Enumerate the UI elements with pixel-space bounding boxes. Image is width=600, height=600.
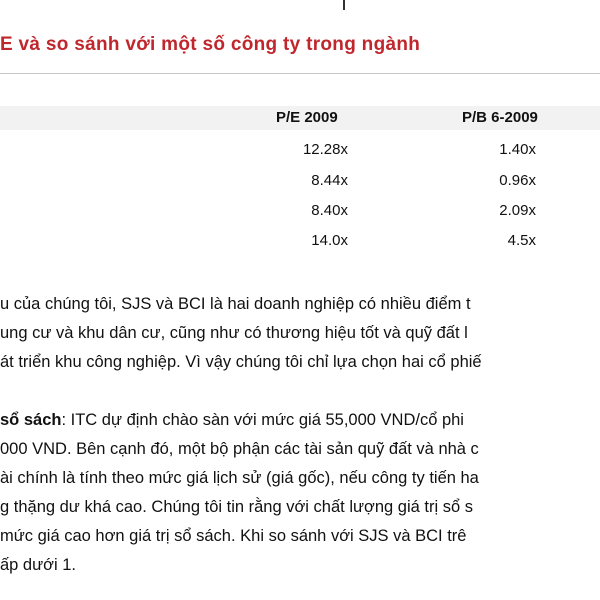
table-cell-pe: 8.44x bbox=[311, 172, 348, 189]
table-cell-pb: 0.96x bbox=[499, 172, 536, 189]
section-title: E và so sánh với một số công ty trong ngành bbox=[0, 34, 421, 55]
paragraph-line bbox=[0, 412, 464, 429]
column-header-pb: P/B 6-2009 bbox=[462, 109, 538, 126]
paragraph-lead-term: sổ sách bbox=[0, 411, 62, 429]
paragraph-line: g thặng dư khá cao. Chúng tôi tin rằng với chất lượng giá trị sổ s bbox=[0, 498, 473, 516]
table-cell-pe: 14.0x bbox=[311, 232, 348, 249]
table-cell-pe: 12.28x bbox=[302, 141, 348, 158]
paragraph-line: ung cư và khu dân cư, cũng như có thương hiệu tốt và quỹ đất l bbox=[0, 324, 468, 342]
table-cell-pb: 4.5x bbox=[507, 232, 536, 249]
paragraph-line: mức giá cao hơn giá trị sổ sách. Khi so sánh với SJS và BCI trê bbox=[0, 527, 467, 545]
paragraph-line: át triển khu công nghiệp. Vì vậy chúng tôi chỉ lựa chọn hai cổ phiế bbox=[0, 353, 482, 371]
paragraph-line: ấp dưới 1. bbox=[0, 556, 76, 574]
column-header-pe: P/E 2009 bbox=[276, 109, 338, 126]
table-cell-pe: 8.40x bbox=[311, 202, 348, 219]
paragraph-line: ài chính là tính theo mức giá lịch sử (giá gốc), nếu công ty tiến ha bbox=[0, 469, 479, 487]
table-cell-pb: 2.09x bbox=[499, 202, 536, 219]
paragraph-line: 000 VND. Bên cạnh đó, một bộ phận các tài sản quỹ đất và nhà c bbox=[0, 440, 479, 458]
title-divider bbox=[0, 73, 600, 74]
page-edge-mark bbox=[343, 0, 345, 10]
table-cell-pb: 1.40x bbox=[499, 141, 536, 158]
paragraph-line: u của chúng tôi, SJS và BCI là hai doanh nghiệp có nhiều điểm t bbox=[0, 295, 471, 313]
paragraph-line-rest: : ITC dự định chào sàn với mức giá 55,000 VND/cổ phi bbox=[61, 411, 464, 429]
